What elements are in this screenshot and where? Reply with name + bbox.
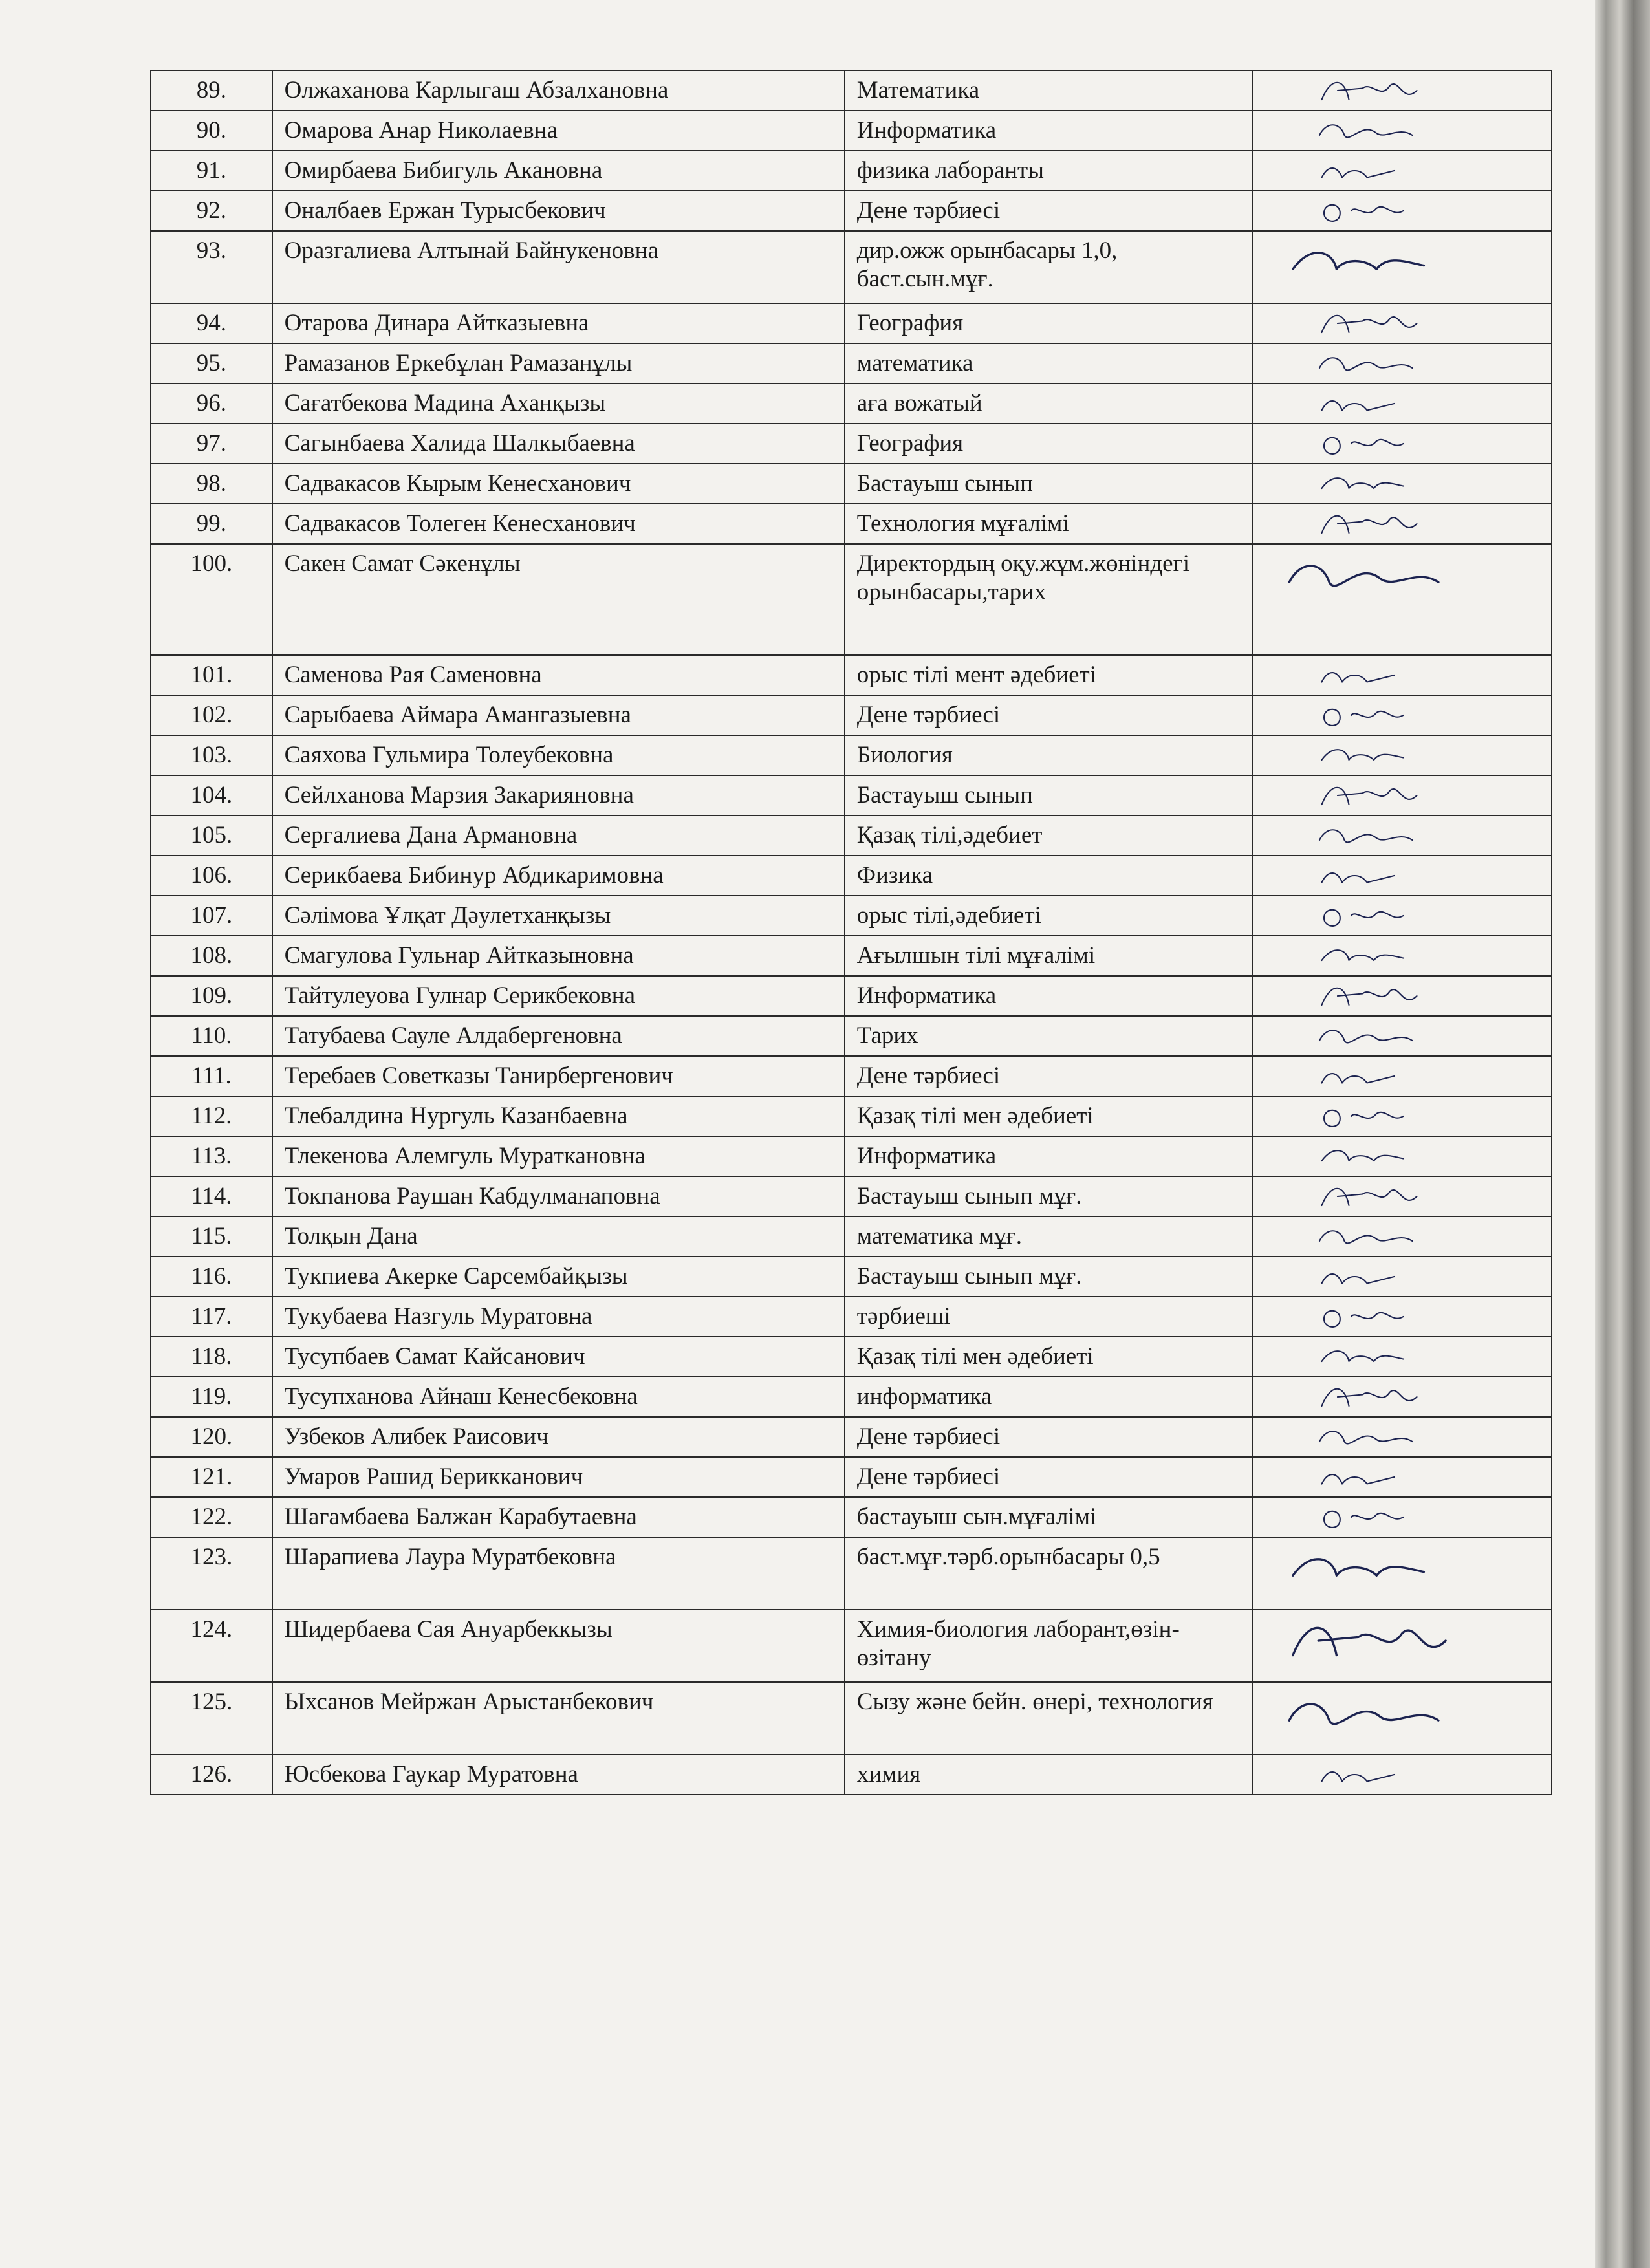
- position-subject: Технология мұғалімі: [845, 504, 1252, 544]
- row-number: 116.: [151, 1257, 272, 1297]
- signature-stroke: [1322, 1351, 1404, 1361]
- table-row: [151, 1176, 1552, 1216]
- employee-name: Сагынбаева Халида Шалкыбаевна: [272, 424, 845, 464]
- signature-cell: [1252, 343, 1552, 383]
- handwritten-signature: [1272, 546, 1466, 604]
- employee-name: Умаров Рашид Берикканович: [272, 1457, 845, 1497]
- row-number: 105.: [151, 815, 272, 856]
- position-subject: Директордың оқу.жұм.жөніндегі орынбасары,тарих: [845, 544, 1252, 655]
- employee-name: Токпанова Раушан Кабдулманаповна: [272, 1176, 845, 1216]
- position-subject: Қазақ тілі,әдебиет: [845, 815, 1252, 856]
- row-number: 111.: [151, 1056, 272, 1096]
- signature-cell: [1252, 936, 1552, 976]
- row-number: 113.: [151, 1136, 272, 1176]
- employee-name: Шагамбаева Балжан Карабутаевна: [272, 1497, 845, 1537]
- table-row: [151, 1297, 1552, 1337]
- employee-name: Ыхсанов Мейржан Арыстанбекович: [272, 1682, 845, 1755]
- employee-name: Теребаев Советказы Танирбергенович: [272, 1056, 845, 1096]
- employee-name: Серикбаева Бибинур Абдикаримовна: [272, 856, 845, 896]
- signature-stroke: [1324, 1511, 1404, 1528]
- table-row: [151, 303, 1552, 343]
- signature-cell: [1252, 151, 1552, 191]
- employee-name: Сағатбекова Мадина Аханқызы: [272, 383, 845, 424]
- signature-stroke: [1319, 1231, 1413, 1243]
- row-number: 109.: [151, 976, 272, 1016]
- table-row: [151, 1537, 1552, 1610]
- row-number: 99.: [151, 504, 272, 544]
- table-row: [151, 1457, 1552, 1497]
- signature-stroke: [1322, 1389, 1417, 1406]
- handwritten-signature: [1272, 1258, 1466, 1295]
- signature-cell: [1252, 504, 1552, 544]
- signature-cell: [1252, 1337, 1552, 1377]
- table-row: [151, 151, 1552, 191]
- handwritten-signature: [1272, 1379, 1466, 1415]
- handwritten-signature: [1272, 938, 1466, 974]
- position-subject: аға вожатый: [845, 383, 1252, 424]
- position-subject: Бастауыш сынып: [845, 775, 1252, 815]
- employee-name: Тусупбаев Самат Кайсанович: [272, 1337, 845, 1377]
- handwritten-signature: [1272, 1178, 1466, 1215]
- position-subject: Дене тәрбиесі: [845, 1417, 1252, 1457]
- signature-cell: [1252, 735, 1552, 775]
- position-subject: Бастауыш сынып мұғ.: [845, 1176, 1252, 1216]
- handwritten-signature: [1272, 1539, 1466, 1597]
- signature-stroke: [1322, 873, 1395, 882]
- employee-name: Тусупханова Айнаш Кенесбековна: [272, 1377, 845, 1417]
- position-subject: Дене тәрбиесі: [845, 695, 1252, 735]
- handwritten-signature: [1272, 305, 1466, 341]
- handwritten-signature: [1272, 1499, 1466, 1535]
- employee-name: Смагулова Гульнар Айтказыновна: [272, 936, 845, 976]
- signature-cell: [1252, 1216, 1552, 1257]
- row-number: 98.: [151, 464, 272, 504]
- signature-stroke: [1322, 516, 1417, 533]
- signature-stroke: [1322, 478, 1404, 488]
- handwritten-signature: [1272, 385, 1466, 422]
- signature-cell: [1252, 1377, 1552, 1417]
- table-row: [151, 1497, 1552, 1537]
- position-subject: орыс тілі,әдебиеті: [845, 896, 1252, 936]
- row-number: 101.: [151, 655, 272, 695]
- staff-signature-table: [150, 70, 1552, 1795]
- employee-name: Тукубаева Назгуль Муратовна: [272, 1297, 845, 1337]
- signature-stroke: [1322, 1274, 1395, 1283]
- position-subject: дир.ожж орынбасары 1,0, баст.сын.мұғ.: [845, 231, 1252, 303]
- signature-stroke: [1324, 1311, 1404, 1327]
- row-number: 108.: [151, 936, 272, 976]
- position-subject: География: [845, 303, 1252, 343]
- employee-name: Толқын Дана: [272, 1216, 845, 1257]
- table-row: [151, 655, 1552, 695]
- signature-cell: [1252, 303, 1552, 343]
- signature-cell: [1252, 1537, 1552, 1610]
- table-row: [151, 775, 1552, 815]
- signature-stroke: [1322, 673, 1395, 682]
- row-number: 112.: [151, 1096, 272, 1136]
- table-row: [151, 856, 1552, 896]
- row-number: 100.: [151, 544, 272, 655]
- employee-name: Тайтулеуова Гулнар Серикбековна: [272, 976, 845, 1016]
- table-row: [151, 191, 1552, 231]
- table-row: [151, 1216, 1552, 1257]
- signature-stroke: [1322, 1150, 1404, 1161]
- employee-name: Омарова Анар Николаевна: [272, 111, 845, 151]
- table-row: [151, 1755, 1552, 1795]
- signature-stroke: [1322, 401, 1395, 410]
- position-subject: баст.мұғ.тәрб.орынбасары 0,5: [845, 1537, 1252, 1610]
- handwritten-signature: [1272, 1218, 1466, 1255]
- signature-cell: [1252, 695, 1552, 735]
- employee-name: Шидербаева Сая Ануарбеккызы: [272, 1610, 845, 1682]
- table-row: [151, 231, 1552, 303]
- signature-stroke: [1319, 1030, 1413, 1042]
- handwritten-signature: [1272, 506, 1466, 542]
- handwritten-signature: [1272, 1459, 1466, 1495]
- position-subject: Тарих: [845, 1016, 1252, 1056]
- signature-cell: [1252, 1056, 1552, 1096]
- table-row: [151, 1096, 1552, 1136]
- position-subject: Информатика: [845, 111, 1252, 151]
- employee-name: Садвакасов Кырым Кенесханович: [272, 464, 845, 504]
- signature-stroke: [1322, 1074, 1395, 1083]
- handwritten-signature: [1272, 1018, 1466, 1054]
- row-number: 95.: [151, 343, 272, 383]
- table-row: [151, 1610, 1552, 1682]
- signature-cell: [1252, 1096, 1552, 1136]
- signature-cell: [1252, 815, 1552, 856]
- signature-stroke: [1293, 1559, 1424, 1575]
- handwritten-signature: [1272, 233, 1466, 291]
- handwritten-signature: [1272, 737, 1466, 773]
- signature-cell: [1252, 1297, 1552, 1337]
- handwritten-signature: [1272, 1138, 1466, 1174]
- row-number: 103.: [151, 735, 272, 775]
- signature-stroke: [1319, 125, 1413, 137]
- signature-stroke: [1319, 358, 1413, 370]
- signature-stroke: [1322, 988, 1417, 1005]
- handwritten-signature: [1272, 1299, 1466, 1335]
- table-body: [151, 70, 1552, 1795]
- signature-cell: [1252, 1136, 1552, 1176]
- row-number: 102.: [151, 695, 272, 735]
- employee-name: Узбеков Алибек Раисович: [272, 1417, 845, 1457]
- signature-cell: [1252, 1257, 1552, 1297]
- signature-stroke: [1322, 1772, 1395, 1781]
- employee-name: Саяхова Гульмира Толеубековна: [272, 735, 845, 775]
- signature-stroke: [1324, 205, 1404, 221]
- signature-cell: [1252, 1610, 1552, 1682]
- table-row: [151, 1337, 1552, 1377]
- position-subject: Дене тәрбиесі: [845, 1056, 1252, 1096]
- handwritten-signature: [1272, 153, 1466, 189]
- employee-name: Рамазанов Еркебұлан Рамазанұлы: [272, 343, 845, 383]
- table-row: [151, 343, 1552, 383]
- employee-name: Омирбаева Бибигуль Акановна: [272, 151, 845, 191]
- position-subject: физика лаборанты: [845, 151, 1252, 191]
- table-row: [151, 695, 1552, 735]
- table-row: [151, 896, 1552, 936]
- position-subject: Химия-биология лаборант,өзін-өзітану: [845, 1610, 1252, 1682]
- employee-name: Сергалиева Дана Армановна: [272, 815, 845, 856]
- signature-cell: [1252, 231, 1552, 303]
- signature-stroke: [1322, 788, 1417, 805]
- signature-stroke: [1289, 1704, 1438, 1724]
- position-subject: орыс тілі мент әдебиеті: [845, 655, 1252, 695]
- signature-cell: [1252, 775, 1552, 815]
- signature-stroke: [1319, 1431, 1413, 1443]
- position-subject: математика: [845, 343, 1252, 383]
- handwritten-signature: [1272, 697, 1466, 733]
- employee-name: Тлекенова Алемгуль Мураткановна: [272, 1136, 845, 1176]
- signature-cell: [1252, 976, 1552, 1016]
- signature-cell: [1252, 111, 1552, 151]
- signature-stroke: [1324, 709, 1404, 726]
- row-number: 122.: [151, 1497, 272, 1537]
- handwritten-signature: [1272, 345, 1466, 382]
- handwritten-signature: [1272, 657, 1466, 693]
- handwritten-signature: [1272, 426, 1466, 462]
- signature-cell: [1252, 1016, 1552, 1056]
- signature-stroke: [1322, 950, 1404, 960]
- handwritten-signature: [1272, 1756, 1466, 1793]
- signature-cell: [1252, 1682, 1552, 1755]
- handwritten-signature: [1272, 1419, 1466, 1455]
- row-number: 125.: [151, 1682, 272, 1755]
- row-number: 114.: [151, 1176, 272, 1216]
- position-subject: Ағылшын тілі мұғалімі: [845, 936, 1252, 976]
- handwritten-signature: [1272, 1098, 1466, 1134]
- table-row: [151, 111, 1552, 151]
- employee-name: Оналбаев Ержан Турысбекович: [272, 191, 845, 231]
- table-row: [151, 815, 1552, 856]
- signature-stroke: [1322, 1474, 1395, 1484]
- row-number: 126.: [151, 1755, 272, 1795]
- handwritten-signature: [1272, 466, 1466, 502]
- row-number: 89.: [151, 70, 272, 111]
- employee-name: Оразгалиева Алтынай Байнукеновна: [272, 231, 845, 303]
- handwritten-signature: [1272, 193, 1466, 229]
- signature-cell: [1252, 1497, 1552, 1537]
- handwritten-signature: [1272, 978, 1466, 1014]
- table-row: [151, 544, 1552, 655]
- table-row: [151, 424, 1552, 464]
- position-subject: информатика: [845, 1377, 1252, 1417]
- employee-name: Олжаханова Карлыгаш Абзалхановна: [272, 70, 845, 111]
- table-row: [151, 1056, 1552, 1096]
- signature-stroke: [1322, 750, 1404, 760]
- handwritten-signature: [1272, 113, 1466, 149]
- table-row: [151, 1682, 1552, 1755]
- table-row: [151, 1136, 1552, 1176]
- signature-stroke: [1319, 830, 1413, 842]
- signature-stroke: [1322, 1189, 1417, 1205]
- signature-stroke: [1324, 910, 1404, 926]
- signature-stroke: [1289, 566, 1438, 586]
- signature-cell: [1252, 896, 1552, 936]
- signature-cell: [1252, 1755, 1552, 1795]
- position-subject: Сызу және бейн. өнері, технология: [845, 1682, 1252, 1755]
- employee-name: Сарыбаева Аймара Амангазыевна: [272, 695, 845, 735]
- handwritten-signature: [1272, 72, 1466, 109]
- employee-name: Садвакасов Толеген Кенесханович: [272, 504, 845, 544]
- handwritten-signature: [1272, 777, 1466, 814]
- employee-name: Шарапиева Лаура Муратбековна: [272, 1537, 845, 1610]
- handwritten-signature: [1272, 1612, 1466, 1670]
- employee-name: Татубаева Сауле Алдабергеновна: [272, 1016, 845, 1056]
- position-subject: тәрбиеші: [845, 1297, 1252, 1337]
- table-row: [151, 70, 1552, 111]
- signature-stroke: [1324, 438, 1404, 454]
- handwritten-signature: [1272, 858, 1466, 894]
- row-number: 91.: [151, 151, 272, 191]
- signature-cell: [1252, 1457, 1552, 1497]
- row-number: 104.: [151, 775, 272, 815]
- handwritten-signature: [1272, 1339, 1466, 1375]
- signature-cell: [1252, 1417, 1552, 1457]
- position-subject: бастауыш сын.мұғалімі: [845, 1497, 1252, 1537]
- signature-stroke: [1322, 168, 1395, 177]
- row-number: 107.: [151, 896, 272, 936]
- position-subject: математика мұғ.: [845, 1216, 1252, 1257]
- position-subject: Қазақ тілі мен әдебиеті: [845, 1337, 1252, 1377]
- employee-name: Сейлханова Марзия Закарияновна: [272, 775, 845, 815]
- position-subject: Математика: [845, 70, 1252, 111]
- row-number: 119.: [151, 1377, 272, 1417]
- row-number: 90.: [151, 111, 272, 151]
- signature-cell: [1252, 424, 1552, 464]
- employee-name: Сакен Самат Сәкенұлы: [272, 544, 845, 655]
- position-subject: Биология: [845, 735, 1252, 775]
- position-subject: Дене тәрбиесі: [845, 1457, 1252, 1497]
- table-row: [151, 1377, 1552, 1417]
- table-row: [151, 1257, 1552, 1297]
- position-subject: Қазақ тілі мен әдебиеті: [845, 1096, 1252, 1136]
- table-row: [151, 936, 1552, 976]
- handwritten-signature: [1272, 817, 1466, 854]
- table-row: [151, 976, 1552, 1016]
- signature-cell: [1252, 191, 1552, 231]
- signature-cell: [1252, 856, 1552, 896]
- row-number: 110.: [151, 1016, 272, 1056]
- signature-cell: [1252, 544, 1552, 655]
- position-subject: Дене тәрбиесі: [845, 191, 1252, 231]
- position-subject: Бастауыш сынып мұғ.: [845, 1257, 1252, 1297]
- row-number: 123.: [151, 1537, 272, 1610]
- signature-stroke: [1293, 1628, 1446, 1655]
- signature-cell: [1252, 464, 1552, 504]
- position-subject: Физика: [845, 856, 1252, 896]
- page-edge-shadow: [1595, 0, 1650, 2268]
- position-subject: География: [845, 424, 1252, 464]
- row-number: 117.: [151, 1297, 272, 1337]
- row-number: 97.: [151, 424, 272, 464]
- signature-stroke: [1293, 253, 1424, 269]
- table-row: [151, 1016, 1552, 1056]
- row-number: 118.: [151, 1337, 272, 1377]
- row-number: 121.: [151, 1457, 272, 1497]
- employee-name: Саменова Рая Саменовна: [272, 655, 845, 695]
- row-number: 96.: [151, 383, 272, 424]
- table-row: [151, 383, 1552, 424]
- position-subject: Бастауыш сынып: [845, 464, 1252, 504]
- employee-name: Сәлімова Ұлқат Дәулетханқызы: [272, 896, 845, 936]
- signature-stroke: [1322, 316, 1417, 332]
- row-number: 106.: [151, 856, 272, 896]
- employee-name: Тукпиева Акерке Сарсембайқызы: [272, 1257, 845, 1297]
- row-number: 93.: [151, 231, 272, 303]
- position-subject: Информатика: [845, 1136, 1252, 1176]
- handwritten-signature: [1272, 1058, 1466, 1094]
- row-number: 124.: [151, 1610, 272, 1682]
- signature-cell: [1252, 655, 1552, 695]
- position-subject: химия: [845, 1755, 1252, 1795]
- signature-cell: [1252, 70, 1552, 111]
- employee-name: Тлебалдина Нургуль Казанбаевна: [272, 1096, 845, 1136]
- table-row: [151, 735, 1552, 775]
- handwritten-signature: [1272, 898, 1466, 934]
- employee-name: Отарова Динара Айтказыевна: [272, 303, 845, 343]
- table-row: [151, 504, 1552, 544]
- handwritten-signature: [1272, 1684, 1466, 1742]
- position-subject: Информатика: [845, 976, 1252, 1016]
- row-number: 94.: [151, 303, 272, 343]
- signature-cell: [1252, 1176, 1552, 1216]
- signature-cell: [1252, 383, 1552, 424]
- employee-name: Юсбекова Гаукар Муратовна: [272, 1755, 845, 1795]
- row-number: 120.: [151, 1417, 272, 1457]
- signature-stroke: [1322, 83, 1417, 100]
- signature-stroke: [1324, 1110, 1404, 1127]
- row-number: 92.: [151, 191, 272, 231]
- table-row: [151, 464, 1552, 504]
- table-row: [151, 1417, 1552, 1457]
- row-number: 115.: [151, 1216, 272, 1257]
